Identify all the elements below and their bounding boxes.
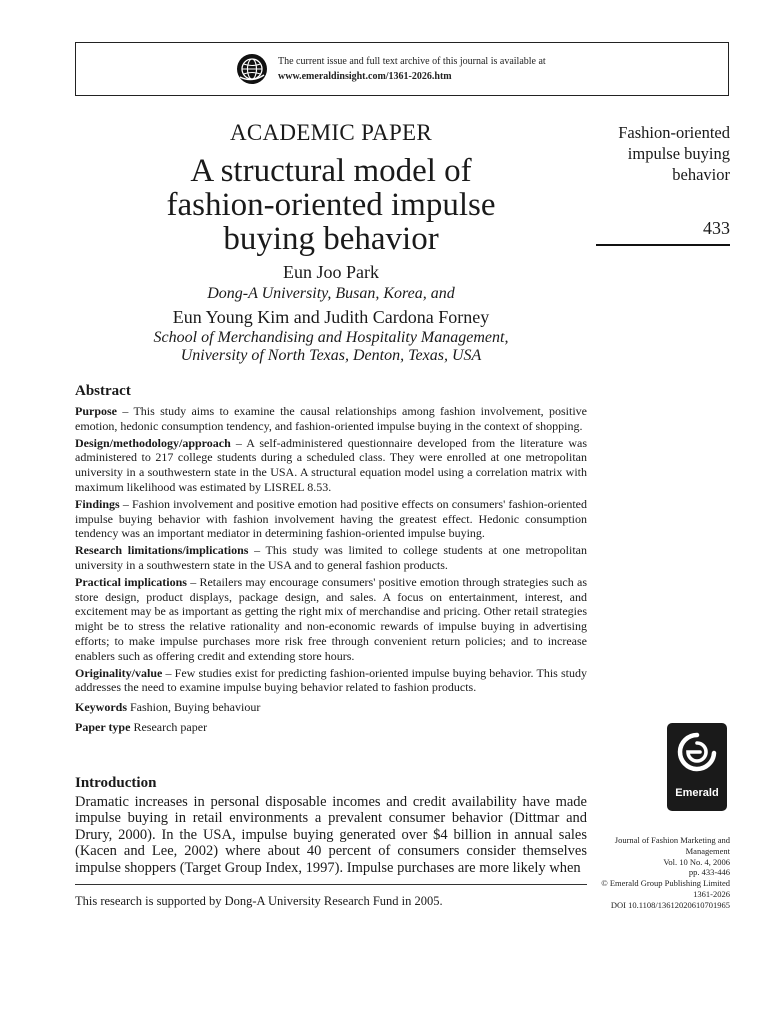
emerald-swirl-icon [667,723,727,785]
section-separator: – [162,665,175,680]
author-affiliation: School of Merchandising and Hospitality Management, [153,329,509,346]
globe-icon [236,53,268,85]
section-label: Practical implications [75,574,187,589]
funding-footnote: This research is supported by Dong-A University Research Fund in 2005. [75,894,443,908]
running-head-line: Fashion-oriented [618,123,730,142]
author-affiliation: University of North Texas, Denton, Texas, USA [180,347,482,364]
author-affiliation: Dong-A University, Busan, Korea, and [207,285,455,302]
section-label: Research limitations/implications [75,543,249,558]
running-head [592,122,730,185]
page-number: 433 [703,218,730,238]
emerald-logo [667,723,727,811]
section-text: This study aims to examine the causal relationships among fashion involvement, positive emotion, hedonic consumption tendency, and fashion-oriented impulse buying in the context of shopping. [75,404,587,433]
footnote-rule [75,884,587,885]
journal-info-line: Journal of Fashion Marketing and [614,835,730,845]
paper-type-line [75,720,587,735]
section-text: This study was limited to college students at one metropolitan university in a southwestern state in the USA and to general fashion products. [75,543,587,572]
paper-title [75,154,587,256]
abstract-body [75,404,587,737]
running-head-line: behavior [672,165,730,184]
section-label: Findings [75,496,120,511]
abstract-heading: Abstract [75,383,131,399]
introduction-heading: Introduction [75,775,157,791]
journal-info-line: © Emerald Group Publishing Limited [601,878,730,889]
author-name: Eun Joo Park [283,262,379,282]
section-separator: – [230,435,247,450]
article-type-label: ACADEMIC PAPER [229,120,433,145]
abstract-section-findings [75,497,587,541]
section-separator: – [186,574,200,589]
journal-info-line: Vol. 10 No. 4, 2006 [663,856,730,867]
section-separator: – [248,543,266,558]
abstract-section-limitations [75,543,587,573]
abstract-section-purpose [75,404,587,434]
paper-type-label: Paper type [75,719,131,734]
section-separator: – [117,404,134,418]
journal-url-link[interactable]: www.emeraldinsight.com/1361-2026.htm [278,71,452,82]
paper-type-value: Research paper [133,719,208,734]
journal-info-line: Management [685,845,730,856]
journal-citation-info [588,835,730,911]
notice-line: The current issue and full text archive of this journal is available at [278,56,546,67]
keywords-label: Keywords [75,700,127,715]
section-text: Fashion involvement and positive emotion had positive effects on consumers' fashion-oriented impulse buying behavior with fashion involvement having the greatest effect. Hedonic consumption tendency was an important mediator in determining fashion-oriented impulse buying. [75,496,588,541]
abstract-section-originality [75,666,587,696]
running-head-line: impulse buying [627,144,730,163]
abstract-section-practical [75,575,587,664]
section-text: Retailers may encourage consumers' positive emotion through strategies such as store design, product displays, package design, and sales. A focus on entertainment, interest, and excitement may be as important as getting the right mix of merchandise and pricing. Other retail strategies might be to stress the relative rationality and non-economic rewards of impulse buying in advertising efforts; to make impulse purchases more risk free through convenient return policies; and to increase enablers such as offering credit and extending store hours. [75,574,587,663]
introduction-text: Dramatic increases in personal disposable incomes and credit availability have made impulse buying in retail environments a prevalent consumer behavior (Dittmar and Drury, 2000). In the USA, impulse buying generated over $4 billion in annual sales (Kacen and Lee, 2002) where about 40 percent of consumers consider themselves impulse shoppers (Target Group Index, 1997). Impulse purchases are more likely when [75,794,587,876]
author-names: Eun Young Kim and Judith Cardona Forney [172,307,490,327]
keywords-line [75,700,587,715]
margin-rule [596,244,730,246]
journal-info-line: 1361-2026 [693,888,730,899]
logo-wordmark: Emerald [675,787,719,799]
section-separator: – [119,496,132,511]
section-text: Few studies exist for predicting fashion-oriented impulse buying behavior. This study addresses the need to examine impulse buying behavior related to fashion products. [75,665,588,695]
section-label: Purpose [75,404,117,418]
doi-line: DOI 10.1108/13612020610701965 [610,899,730,910]
archive-notice-box [75,42,729,96]
section-label: Design/methodology/approach [75,435,231,450]
title-line: buying behavior [223,221,439,257]
abstract-section-design [75,436,587,495]
title-line: fashion-oriented impulse [166,187,496,223]
keywords-value: Fashion, Buying behaviour [130,700,261,715]
journal-info-line: pp. 433-446 [688,867,730,878]
section-label: Originality/value [75,665,163,680]
section-text: A self-administered questionnaire developed from the literature was administered to 217 college students during a scheduled class. They were enrolled at one metropolitan university in a southwestern state in the USA. A structural equation model using a correlation matrix with maximum likelihood was estimated by LISREL 8.53. [75,435,587,494]
title-line: A structural model of [190,153,472,189]
